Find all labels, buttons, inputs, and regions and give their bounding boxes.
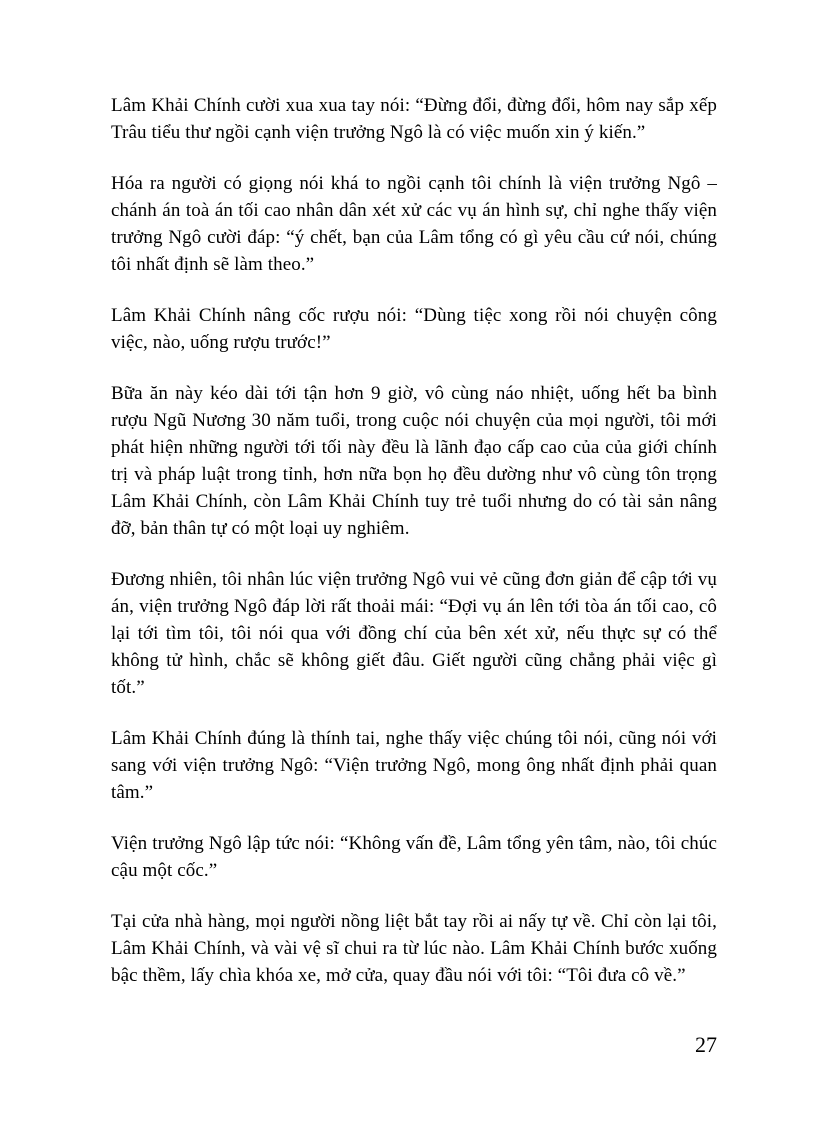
paragraph: Viện trưởng Ngô lập tức nói: “Không vấn đề, Lâm tổng yên tâm, nào, tôi chúc cậu một cốc.”	[111, 833, 717, 881]
paragraph: Hóa ra người có giọng nói khá to ngồi cạnh tôi chính là viện trưởng Ngô – chánh án toà án tối cao nhân dân xét xử các vụ án hình sự, chỉ nghe thấy viện trưởng Ngô cười đáp: “ý chết, bạn của Lâm tổng có gì yêu cầu cứ nói, chúng tôi nhất định sẽ làm theo.”	[111, 173, 717, 275]
paragraph: Lâm Khải Chính đúng là thính tai, nghe thấy việc chúng tôi nói, cũng nói với sang với viện trưởng Ngô: “Viện trưởng Ngô, mong ông nhất định phải quan tâm.”	[111, 728, 717, 803]
paragraph: Tại cửa nhà hàng, mọi người nồng liệt bắt tay rồi ai nấy tự về. Chỉ còn lại tôi, Lâm Khải Chính, và vài vệ sĩ chui ra từ lúc nào. Lâm Khải Chính bước xuống bậc thềm, lấy chìa khóa xe, mở cửa, quay đầu nói với tôi: “Tôi đưa cô về.”	[111, 911, 717, 986]
page-number: 27	[695, 1032, 717, 1057]
paragraph: Lâm Khải Chính cười xua xua tay nói: “Đừng đổi, đừng đổi, hôm nay sắp xếp Trâu tiểu thư ngồi cạnh viện trưởng Ngô là có việc muốn xin ý kiến.”	[111, 95, 717, 143]
paragraph: Bữa ăn này kéo dài tới tận hơn 9 giờ, vô cùng náo nhiệt, uống hết ba bình rượu Ngũ Nương 30 năm tuổi, trong cuộc nói chuyện của mọi người, tôi mới phát hiện những người tới tối này đều là lãnh đạo cấp cao của của giới chính trị và pháp luật trong tỉnh, hơn nữa bọn họ đều dường như vô cùng tôn trọng Lâm Khải Chính, còn Lâm Khải Chính tuy trẻ tuổi nhưng do có tài sản nâng đỡ, bản thân tự có một loại uy nghiêm.	[111, 383, 717, 539]
body-text	[111, 92, 717, 1013]
paragraph: Đương nhiên, tôi nhân lúc viện trưởng Ngô vui vẻ cũng đơn giản để cập tới vụ án, viện trưởng Ngô đáp lời rất thoải mái: “Đợi vụ án lên tới tòa án tối cao, cô lại tới tìm tôi, tôi nói qua với đồng chí của bên xét xử, nếu thực sự có thể không tử hình, chắc sẽ không giết đâu. Giết người cũng chẳng phải việc gì tốt.”	[111, 569, 717, 698]
paragraph: Lâm Khải Chính nâng cốc rượu nói: “Dùng tiệc xong rồi nói chuyện công việc, nào, uống rượu trước!”	[111, 305, 717, 353]
